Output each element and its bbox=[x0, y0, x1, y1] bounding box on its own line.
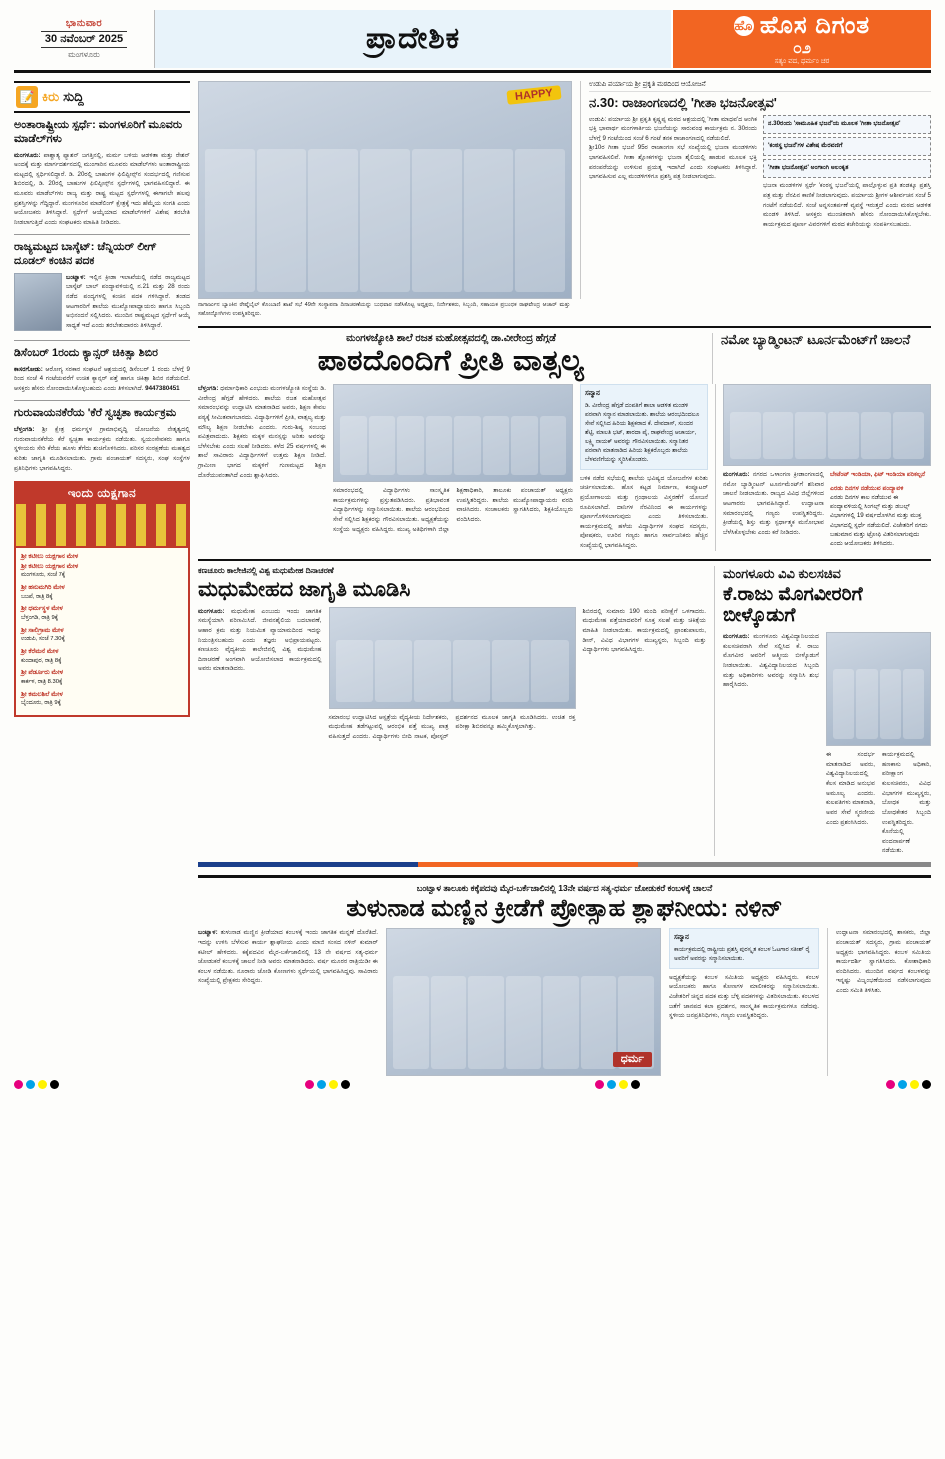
article-column bbox=[583, 607, 707, 742]
kambala-article bbox=[198, 875, 931, 1076]
sanmana-column bbox=[580, 384, 708, 550]
rail-body-text: ಇಲ್ಲಿನ ಕ್ರೀಡಾ ಇಲಾಖೆಯಲ್ಲಿ ನಡೆದ ರಾಜ್ಯಮಟ್ಟದ ಬಾಸ್ಕೆಟ್ ಬಾಲ್ ಪಂದ್ಯಾವಳಿಯಲ್ಲಿ ನ.21 ಮತ್ತು 28 ರಂದು ನಡೆದ ಪಂದ್ಯಗಳಲ್ಲಿ ಕಂಚಿನ ಪದಕ ಗಳಿಸಿದ್ದಾರೆ. ತಂಡದ ಆಟಗಾರರಿಗೆ ಶಾಲೆಯ ಮುಖ್ಯೋಪಾಧ್ಯಾಯರು ಹಾಗೂ ಸಿಬ್ಬಂದಿ ಅಭಿನಂದನೆ ಸಲ್ಲಿಸಿದರು. ಮುಂದಿನ ರಾಷ್ಟ್ರಮಟ್ಟದ ಸ್ಪರ್ಧೆಗೆ ಆಯ್ಕೆ ಸಾಧ್ಯತೆ ಇದೆ ಎಂದು ತರಬೇತುದಾರರು ತಿಳಿಸಿದ್ದಾರೆ. bbox=[66, 273, 190, 329]
person bbox=[375, 640, 412, 702]
article-column bbox=[198, 384, 326, 550]
article-column bbox=[198, 607, 322, 742]
person bbox=[336, 640, 373, 702]
overline: ಬಂಟ್ವಾಳ ತಾಲೂಕು ಕಕ್ಕೆಪದವು ಮೈರ-ಬರ್ಕೆಜಾಲಿನಲ್ಲಿ 13ನೇ ವರ್ಷದ ಸತ್ಯ-ಧರ್ಮ ಜೋಡುಕರೆ ಕಂಬಳಕ್ಕೆ ಚಾಲನೆ bbox=[416, 882, 713, 893]
person bbox=[880, 669, 901, 739]
person bbox=[511, 416, 538, 475]
masthead bbox=[14, 10, 931, 73]
brand-label: ಹೊಸ ದಿಗಂತ bbox=[759, 12, 871, 39]
article-body: ಸಮಾರಂಭದಲ್ಲಿ ವಿದ್ಯಾರ್ಥಿಗಳು ಸಾಂಸ್ಕೃತಿಕ ಕಾರ್ಯಕ್ರಮಗಳನ್ನು ಪ್ರಸ್ತುತಪಡಿಸಿದರು. ಪ್ರತಿಭಾವಂತ ವಿದ್ಯಾರ್ಥಿಗಳನ್ನು ಸನ್ಮಾನಿಸಲಾಯಿತು. ಶಾಲೆಯ ಆರಂಭದಿಂದ ಸೇವೆ ಸಲ್ಲಿಸಿದ ಶಿಕ್ಷಕರನ್ನು ಗೌರವಿಸಲಾಯಿತು. ಅಧ್ಯಕ್ಷತೆಯನ್ನು ಸಂಸ್ಥೆಯ ಅಧ್ಯಕ್ಷರು ವಹಿಸಿದ್ದರು. ಮುಖ್ಯ ಅತಿಥಿಗಳಾಗಿ ಜಿಲ್ಲಾ ಶಿಕ್ಷಣಾಧಿಕಾರಿ, ತಾಲೂಕು ಪಂಚಾಯತ್ ಅಧ್ಯಕ್ಷರು ಉಪಸ್ಥಿತರಿದ್ದರು. ಶಾಲೆಯ ಮುಖ್ಯೋಪಾಧ್ಯಾಯರು ವರದಿ ವಾಚಿಸಿದರು. ಸಂಚಾಲಕರು ಸ್ವಾಗತಿಸಿದರು, ಶಿಕ್ಷಕಿಯೊಬ್ಬರು ವಂದಿಸಿದರು. bbox=[333, 487, 573, 533]
dateline: ಮಂಗಳೂರು: bbox=[723, 633, 750, 641]
sanmana-title: ಸನ್ಮಾನ bbox=[585, 390, 600, 398]
rail-article bbox=[14, 407, 190, 473]
person bbox=[492, 640, 529, 702]
yakshagana-name: ಶ್ರೀ ಕೆರೆಮನೆ ಮೇಳ bbox=[21, 648, 59, 656]
yakshagana-name: ಶ್ರೀ ಸಾಲಿಗ್ರಾಮ ಮೇಳ bbox=[21, 626, 64, 634]
yakshagana-name: ಶ್ರೀ ಹನುಮಗಿರಿ ಮೇಳ bbox=[21, 584, 65, 592]
bullet-item bbox=[830, 470, 931, 479]
diabetes-event-photo bbox=[329, 607, 576, 709]
rail-body bbox=[14, 151, 190, 228]
article-body: ಕಾರ್ಯಕ್ರಮದಲ್ಲಿ ಹಣಕಾಸು ಅಧಿಕಾರಿ, ಪರೀಕ್ಷಾಂಗ ಕುಲಸಚಿವರು, ವಿವಿಧ ವಿಭಾಗಗಳ ಮುಖ್ಯಸ್ಥರು, ಬೋಧಕ ಮತ್ತು ಬೋಧಕೇತರ ಸಿಬ್ಬಂದಿ ಉಪಸ್ಥಿತರಿದ್ದರು. ಕೊನೆಯಲ್ಲಿ ವಂದನಾರ್ಪಣೆ ನಡೆಯಿತು. bbox=[882, 751, 931, 855]
rail-headline: ರಾಜ್ಯಮಟ್ಟದ ಬಾಸ್ಕೆಟ್: ಚೆನ್ನಿಯರ್ ಲೀಗ್ ದೂಡಲ್ ಕಂಚಿನ ಪದಕ bbox=[14, 241, 157, 268]
person bbox=[861, 412, 892, 460]
brand-name bbox=[734, 12, 870, 40]
headline: ತುಳುನಾಡ ಮಣ್ಣಿನ ಕ್ರೀಡೆಗೆ ಪ್ರೋತ್ಸಾಹ ಶ್ಲಾಘನೀಯ: ನಳಿನ್ bbox=[346, 894, 783, 922]
list-item bbox=[21, 690, 183, 708]
person bbox=[257, 149, 307, 292]
person bbox=[393, 976, 429, 1070]
contact-phone: 9447380451 bbox=[145, 384, 180, 392]
yellow-dot bbox=[910, 1080, 919, 1089]
dateline: ಕಾಸರಗೋಡು: bbox=[14, 365, 43, 373]
dateline: ಮಂಗಳೂರು: bbox=[723, 471, 750, 479]
notepad-icon: 📝 bbox=[16, 86, 38, 108]
person bbox=[828, 412, 859, 460]
overline: ಮಂಗಳಜ್ಯೋತಿ ಶಾಲೆ ರಜತ ಮಹೋತ್ಸವದಲ್ಲಿ ಡಾ.ವೀರೇಂದ್ರ ಹೆಗ್ಗಡೆ bbox=[346, 333, 556, 345]
mangalajyothi-article bbox=[198, 326, 931, 550]
divider bbox=[14, 340, 190, 341]
bullet-head: ಎರಡು ದಿನಗಳ ನಡೆಯುವ ಪಂದ್ಯಾವಳಿ bbox=[830, 484, 904, 492]
magenta-dot bbox=[886, 1080, 895, 1089]
yellow-dot bbox=[329, 1080, 338, 1089]
badminton-photo bbox=[723, 384, 931, 466]
person bbox=[795, 412, 826, 460]
yellow-dot bbox=[619, 1080, 628, 1089]
portrait-photo bbox=[14, 273, 62, 331]
rail-article bbox=[14, 119, 190, 227]
cyan-dot bbox=[26, 1080, 35, 1089]
rail-body-text: ಆರೋಗ್ಯ ಸರಕಾರ ಸಂಘಟನೆ ಆಶ್ರಯದಲ್ಲಿ ಡಿಸೆಂಬರ್ 1 ರಂದು ಬೆಳಗ್ಗೆ 9 ರಿಂದ ಸಂಜೆ 4 ಗಂಟೆಯವರೆಗೆ ಉಚಿತ ಕ್ಯಾನ್ಸರ್ ಪತ್ತೆ ಹಾಗೂ ಚಿಕಿತ್ಸಾ ಶಿಬಿರ ನಡೆಯಲಿದೆ. ಆಸಕ್ತರು ಹೆಸರು ನೋಂದಾಯಿಸಿಕೊಳ್ಳಬಹುದು ಎಂದು ತಿಳಿಸಲಾಗಿದೆ. bbox=[14, 365, 190, 392]
article-column bbox=[386, 928, 661, 1076]
divider bbox=[14, 234, 190, 235]
person bbox=[453, 640, 490, 702]
person bbox=[454, 416, 481, 475]
article-column bbox=[333, 384, 573, 550]
rail-headline: ಗುರುವಾಯನಕೆರೆಯ 'ಕೆರೆ ಸ್ವಚ್ಛತಾ ಕಾರ್ಯಕ್ರಮ bbox=[14, 407, 177, 420]
felicitation-photo bbox=[826, 632, 931, 746]
article-body: ಉಡುಪಿ: ಪರ್ಯಾಯ ಶ್ರೀ ಪ್ರಕೃತಿ ಕೃಷ್ಣಪ್ಪ ಮಠದ ಆಶ್ರಯದಲ್ಲಿ 'ಗೀತಾ ಮಾಧವ'ದ ಆಂಗಿಕ ಭಕ್ತಿ ಭಾವಾರ್ಥ ಮಂಗಳಾರ್ತಿಯ ಭಜನೆಯನ್ನು ಸಾರುವಂಥ ಕಾರ್ಯಕ್ರಮ ನ. 30ರಂದು ಬೆಳಗ್ಗೆ 9 ಗಂಟೆಯಿಂದ ಸಂಜೆ 6 ಗಂಟೆ ತನಕ ರಾಜಾಂಗಣದಲ್ಲಿ ನಡೆಯಲಿದೆ. bbox=[589, 115, 757, 142]
city-label: ಮಂಗಳೂರು bbox=[68, 50, 100, 59]
yakshagana-detail: ಉಡುಪಿ, ಸಂಜೆ 7.30ಕ್ಕೆ bbox=[21, 636, 65, 643]
person bbox=[531, 640, 568, 702]
photo-overlay-label: ಧರ್ಮ bbox=[613, 1052, 652, 1067]
list-item bbox=[21, 668, 183, 686]
list-item bbox=[21, 604, 183, 622]
yakshagana-detail: ಬೆಳ್ತಂಗಡಿ, ರಾತ್ರಿ 9ಕ್ಕೆ bbox=[21, 615, 59, 622]
article-column bbox=[198, 928, 378, 1076]
dateline: ಬಂಟ್ವಾಳ: bbox=[198, 929, 218, 937]
brand-mark-icon: ಹೊ bbox=[734, 16, 754, 36]
page-number: ೦೨ bbox=[793, 40, 811, 57]
namo-body-column bbox=[715, 384, 931, 550]
article-body: ಅಧ್ಯಕ್ಷತೆಯನ್ನು ಕಂಬಳ ಸಮಿತಿಯ ಅಧ್ಯಕ್ಷರು ವಹಿಸಿದ್ದರು. ಕಂಬಳ ಆಯೋಜಕರು ಹಾಗೂ ಕೋಣಗಳ ಮಾಲೀಕರನ್ನು ಸನ್ಮಾನಿಸಲಾಯಿತು. ವಿಜೇತರಿಗೆ ಚಿನ್ನದ ಪದಕ ಮತ್ತು ಬೆಳ್ಳಿ ಪದಕಗಳನ್ನು ವಿತರಿಸಲಾಯಿತು. ಕಂಬಳದ ಜತೆಗೆ ಜಾನಪದ ಕಲಾ ಪ್ರದರ್ಶನ, ಸಾಂಸ್ಕೃತಿಕ ಕಾರ್ಯಕ್ರಮಗಳೂ ನಡೆದವು. ಸ್ಥಳೀಯ ಜನಪ್ರತಿನಿಧಿಗಳು, ಗಣ್ಯರು ಉಪಸ್ಥಿತರಿದ್ದರು. bbox=[669, 973, 819, 1020]
rail-headline: ಅಂತಾರಾಷ್ಟ್ರೀಯ ಸ್ಪರ್ಧೆ: ಮಂಗಳೂರಿಗೆ ಮೂವರು ಮಾಡೆಲ್‌ಗಳು bbox=[14, 119, 183, 145]
person bbox=[506, 976, 542, 1070]
top-row bbox=[198, 81, 931, 299]
cmyk-group bbox=[886, 1080, 931, 1089]
bullet-text: ಎರಡು ದಿನಗಳ ಕಾಲ ನಡೆಯುವ ಈ ಪಂದ್ಯಾವಳಿಯಲ್ಲಿ ಸಿಂಗಲ್ಸ್ ಮತ್ತು ಡಬಲ್ಸ್ ವಿಭಾಗಗಳಲ್ಲಿ 19 ವರ್ಷದೊಳಗಿನ ಮತ್ತು ಮುಕ್ತ ವಿಭಾಗದಲ್ಲಿ ಸ್ಪರ್ಧೆ ನಡೆಯಲಿದೆ. ವಿಜೇತರಿಗೆ ನಗದು ಬಹುಮಾನ ಮತ್ತು ಟ್ರೋಫಿ ವಿತರಿಸಲಾಗುವುದು ಎಂದು ಆಯೋಜಕರು ತಿಳಿಸಿದರು. bbox=[830, 493, 928, 548]
kulasachiva-article bbox=[714, 566, 931, 856]
divider bbox=[14, 400, 190, 401]
yakshagana-detail: ಕಾರ್ಕಳ, ರಾತ್ರಿ 8.30ಕ್ಕೆ bbox=[21, 678, 63, 685]
diabetes-article bbox=[198, 566, 706, 856]
yakshagana-detail: ಬಜಪೆ, ರಾತ್ರಿ 8ಕ್ಕೆ bbox=[21, 593, 53, 600]
article-body: ಭಜನಾ ಮಂಡಳಿಗಳ ಸ್ಪರ್ಧೆ 'ಕಂಠಸ್ಥ ಭಜನೆ'ಯಲ್ಲಿ ಪಾಲ್ಗೊಳ್ಳುವ ಪ್ರತಿ ತಂಡಕ್ಕೂ ಪ್ರಶಸ್ತಿ ಪತ್ರ ಮತ್ತು ನೆನಪಿನ ಕಾಣಿಕೆ ನೀಡಲಾಗುವುದು. ಪರ್ಯಾಯ ಶ್ರೀಗಳ ಆಶೀರ್ವಚನ ಸಂಜೆ 5 ಗಂಟೆಗೆ ನಡೆಯಲಿದೆ. ಸಂಜೆ ಅನ್ನಸಂತರ್ಪಣೆ ವ್ಯವಸ್ಥೆ ಇರುತ್ತದೆ ಎಂದು ಮಠದ ಆಡಳಿತ ಮಂಡಳಿ ತಿಳಿಸಿದೆ. ಆಸಕ್ತರು ಮುಂಚಿತವಾಗಿ ಹೆಸರು ನೋಂದಾಯಿಸಿಕೊಳ್ಳಬೇಕು. ಕಾರ್ಯಕ್ರಮದ ಪೂರ್ಣ ವಿವರಗಳಿಗೆ ಮಠದ ಕಚೇರಿಯನ್ನು ಸಂಪರ್ಕಿಸಬಹುದು. bbox=[763, 182, 931, 228]
brand-block bbox=[671, 10, 931, 68]
cmyk-group bbox=[305, 1080, 350, 1089]
article-body: ತುಳುನಾಡ ಮಣ್ಣಿನ ಕ್ರೀಡೆಯಾದ ಕಂಬಳಕ್ಕೆ ಇಂದು ಜಾಗತಿಕ ಮನ್ನಣೆ ದೊರೆತಿದೆ. ಇದನ್ನು ಉಳಿಸಿ ಬೆಳೆಸುವ ಕಾರ್ಯ ಶ್ಲಾಘನೀಯ ಎಂದು ಮಾಜಿ ಸಂಸದ ನಳಿನ್ ಕುಮಾರ್ ಕಟೀಲ್ ಹೇಳಿದರು. ಕಕ್ಕೆಪದವಿನ ಮೈರ-ಬರ್ಕೆಜಾಲಿನಲ್ಲಿ 13 ನೇ ವರ್ಷದ ಸತ್ಯ-ಧರ್ಮ ಜೋಡುಕರೆ ಕಂಬಳಕ್ಕೆ ಚಾಲನೆ ನೀಡಿ ಅವರು ಮಾತನಾಡಿದರು. ವರ್ಷ ಮೂರರ ರಾತ್ರಿಯಿಡೀ ಈ ಕಂಬಳ ನಡೆಯಿತು. ನೂರಾರು ಜೋಡಿ ಕೋಣಗಳು ಸ್ಪರ್ಧೆಯಲ್ಲಿ ಭಾಗವಹಿಸಿದ್ದವು. ಸಾವಿರಾರು ಸಂಖ್ಯೆಯಲ್ಲಿ ಪ್ರೇಕ್ಷಕರು ಸೇರಿದ್ದರು. bbox=[198, 929, 378, 985]
group-photo bbox=[198, 81, 572, 299]
bullet-head: ಬೇಟೆಂಟ್ ಇಂಡಿಯಾ, ಫಿಟ್ ಇಂಡಿಯಾ ಪರಿಕಲ್ಪನೆ bbox=[830, 471, 926, 479]
person bbox=[369, 416, 396, 475]
person bbox=[763, 412, 794, 460]
person bbox=[412, 149, 462, 292]
black-dot bbox=[341, 1080, 350, 1089]
callout-box bbox=[763, 137, 931, 156]
callout-box bbox=[763, 115, 931, 134]
dateline: ಮಂಗಳೂರು: bbox=[14, 151, 41, 159]
yakshagana-detail: ಮಂಗಳೂರು, ಸಂಜೆ 7ಕ್ಕೆ bbox=[21, 572, 66, 579]
yakshagana-name: ಶ್ರೀ ಕಮಲಶಿಲೆ ಮೇಳ bbox=[21, 690, 63, 698]
person bbox=[414, 640, 451, 702]
kirusuddi-label-1: ಕಿರು bbox=[42, 89, 60, 104]
headline: ನ.30: ರಾಜಾಂಗಣದಲ್ಲಿ 'ಗೀತಾ ಭಜನೋತ್ಸವ' bbox=[589, 95, 777, 110]
yakshagana-name: ಶ್ರೀ ಧರ್ಮಸ್ಥಳ ಮೇಳ bbox=[21, 605, 63, 613]
day-label: ಭಾನುವಾರ bbox=[65, 18, 103, 29]
person bbox=[426, 416, 453, 475]
namo-badminton-article bbox=[712, 333, 931, 384]
headline: ಪಾಠದೊಂದಿಗೆ ಪ್ರೀತಿ ವಾತ್ಸಲ್ಯ bbox=[317, 345, 585, 378]
date-label: 30 ನವೆಂಬರ್ 2025 bbox=[41, 31, 127, 48]
photo-subjects bbox=[199, 82, 571, 298]
person bbox=[893, 412, 924, 460]
person bbox=[464, 149, 514, 292]
rail-body bbox=[14, 365, 190, 394]
person bbox=[540, 416, 567, 475]
dateline: ಬೆಳ್ತಂಗಡಿ: bbox=[198, 385, 219, 393]
person bbox=[856, 669, 877, 739]
sanmana-box bbox=[669, 928, 819, 969]
cmyk-group bbox=[595, 1080, 640, 1089]
person bbox=[308, 149, 358, 292]
magenta-dot bbox=[305, 1080, 314, 1089]
black-dot bbox=[922, 1080, 931, 1089]
left-rail bbox=[14, 81, 190, 1076]
masthead-date-block bbox=[14, 10, 155, 68]
main-content bbox=[198, 81, 931, 1076]
yakshagana-detail: ಬೈಂದೂರು, ರಾತ್ರಿ 9ಕ್ಕೆ bbox=[21, 700, 61, 707]
callout-title: 'ಕಂಠಸ್ಥ ಭಜನೆ'ಗಳ ವಿಶೇಷ ಮೆರವಣಿಗೆ bbox=[768, 141, 843, 149]
headline: ಕೆ.ರಾಜು ಮೊಗವೀರರಿಗೆ ಬೀಳ್ಕೊಡುಗೆ bbox=[723, 583, 863, 627]
person bbox=[205, 149, 255, 292]
person bbox=[730, 412, 761, 460]
headline: ನಮೋ ಬ್ಯಾಡ್ಮಿಂಟನ್ ಟೂರ್ನಮೆಂಟ್‌ಗೆ ಚಾಲನೆ bbox=[721, 332, 911, 348]
diabetes-row bbox=[198, 559, 931, 856]
callout-title: ನ.30ರಂದು 'ಸಾಮೂಹಿಕ ಭಜನೆ'ಯ ಮೂಲಕ 'ಗೀತಾ ಭಜನೋತ್ಸವ' bbox=[768, 119, 901, 127]
event-photo bbox=[333, 384, 573, 482]
headline: ಮಧುಮೇಹದ ಜಾಗೃತಿ ಮೂಡಿಸಿ bbox=[198, 577, 411, 601]
list-item bbox=[21, 583, 183, 601]
article-body: ಧರ್ಮಾಧಿಕಾರಿ ಎಂಭುದು ಮಂಗಳಜ್ಯೋತಿ ಸಂಸ್ಥೆಯ ಡಿ. ವೀರೇಂದ್ರ ಹೆಗ್ಗಡೆ ಹೇಳಿದರು. ಶಾಲೆಯ ರಜತ ಮಹೋತ್ಸವ ಸಮಾರಂಭವನ್ನು ಉದ್ಘಾಟಿಸಿ ಮಾತನಾಡಿದ ಅವರು, ಶಿಕ್ಷಣ ಕೇವಲ ಪಠ್ಯಕ್ಕೆ ಸೀಮಿತವಾಗಬಾರದು. ವಿದ್ಯಾರ್ಥಿಗಳಿಗೆ ಪ್ರೀತಿ, ವಾತ್ಸಲ್ಯ ಮತ್ತು ಮೌಲ್ಯ ಶಿಕ್ಷಣ ನೀಡಬೇಕು ಎಂದರು. ಗುರು-ಶಿಷ್ಯ ಸಂಬಂಧ ಪವಿತ್ರವಾದುದು. ಶಿಕ್ಷಕರು ಮಕ್ಕಳ ಮನಸ್ಸನ್ನು ಅರಿತು ಅವರನ್ನು ಬೆಳೆಸಬೇಕು ಎಂದು ಸಲಹೆ ನೀಡಿದರು. ಕಳೆದ 25 ವರ್ಷಗಳಲ್ಲಿ ಈ ಶಾಲೆ ಸಾವಿರಾರು ವಿದ್ಯಾರ್ಥಿಗಳಿಗೆ ಉತ್ತಮ ಶಿಕ್ಷಣ ನೀಡಿದೆ. ಗ್ರಾಮೀಣ ಭಾಗದ ಮಕ್ಕಳಿಗೆ ಗುಣಮಟ್ಟದ ಶಿಕ್ಷಣ ದೊರೆಯುವಂತಾಗಿದೆ ಎಂದು ಶ್ಲಾಘಿಸಿದರು. bbox=[198, 385, 326, 479]
page-title: ಪ್ರಾದೇಶಿಕ bbox=[365, 22, 461, 55]
photo-caption: ನಾಗಾರ್ಜುನ ಬ್ಯಾಂಕಿನ ರೇಷ್ಮೆಬೈಲ್ ಕೊಂಬಾಣಿ ಶಾಖೆ ಸಭೆ 49ನೇ ಸಂಸ್ಥಾಪನಾ ದಿನಾಚರಣೆಯನ್ನು ಬುಧವಾರ ನಡೆಸಿಕೊಟ್ಟ ಅಧ್ಯಕ್ಷರು, ನಿರ್ದೇಶಕರು, ಸಿಬ್ಬಂದಿ, ಸಹಾಯಕ ಪ್ರಬಂಧಕ ರಾಘವೇಂದ್ರ ಆಚಾರ್ ಮತ್ತು ಸಹೋದ್ಯೋಗಿಗಳು ಉಪಸ್ಥಿತರಿದ್ದರು. bbox=[198, 302, 570, 317]
article-body: ಸಮಾರಂಭ ಉದ್ಘಾಟಿಸಿದ ಆಸ್ಪತ್ರೆಯ ವೈದ್ಯಕೀಯ ನಿರ್ದೇಶಕರು, ಮಧುಮೇಹ ತಡೆಗಟ್ಟುವಲ್ಲಿ ಆರಂಭಿಕ ಪತ್ತೆ ಮುಖ್ಯ ಪಾತ್ರ ವಹಿಸುತ್ತದೆ ಎಂದರು. ವಿದ್ಯಾರ್ಥಿಗಳು ಬೀದಿ ನಾಟಕ, ಪೋಸ್ಟರ್ ಪ್ರದರ್ಶನದ ಮೂಲಕ ಜಾಗೃತಿ ಮೂಡಿಸಿದರು. ಉಚಿತ ರಕ್ತ ಪರೀಕ್ಷಾ ಶಿಬಿರವನ್ನೂ ಹಮ್ಮಿಕೊಳ್ಳಲಾಗಿತ್ತು. bbox=[328, 713, 576, 740]
sanmana-column bbox=[669, 928, 819, 1076]
kirusuddi-label-2: ಸುದ್ದಿ bbox=[63, 89, 84, 104]
footer-registration-marks bbox=[14, 1080, 931, 1089]
callout-box bbox=[763, 159, 931, 178]
person bbox=[431, 976, 467, 1070]
list-item bbox=[21, 626, 183, 644]
kambala-photo bbox=[386, 928, 661, 1076]
list-item bbox=[21, 647, 183, 665]
bullet-item bbox=[830, 484, 931, 549]
overline: ಉಡುಪಿ ಪರ್ಯಾಯ ಶ್ರೀ ಪ್ರಕೃತಿ ಮಠದಿಂದ ಆಯೋಜನೆ bbox=[589, 81, 931, 92]
rail-body-text: ಶ್ರೀ ಕ್ಷೇತ್ರ ಧರ್ಮಸ್ಥಳ ಗ್ರಾಮಾಭಿವೃದ್ಧಿ ಯೋಜನೆಯ ನೇತೃತ್ವದಲ್ಲಿ ಗುರುವಾಯನಕೆರೆಯ ಕೆರೆ ಸ್ವಚ್ಛತಾ ಕಾರ್ಯಕ್ರಮ ನಡೆಯಿತು. ಸ್ವಯಂಸೇವಕರು ಹಾಗೂ ಸ್ಥಳೀಯರು ಸೇರಿ ಕೆರೆಯ ಹೂಳು ತೆಗೆದು ಶುಚಿಗೊಳಿಸಿದರು. ಪರಿಸರ ಸಂರಕ್ಷಣೆಯ ಮಹತ್ವದ ಕುರಿತು ಜಾಗೃತಿ ಮೂಡಿಸಲಾಯಿತು. ಗ್ರಾಮ ಪಂಚಾಯತ್ ಸದಸ್ಯರು, ಸಂಘ ಸಂಸ್ಥೆಗಳ ಪ್ರತಿನಿಧಿಗಳು ಭಾಗವಹಿಸಿದ್ದರು. bbox=[14, 426, 190, 472]
sanmana-text: ಕಾರ್ಯಕ್ರಮದಲ್ಲಿ ರಾಷ್ಟ್ರೀಯ ಪ್ರಶಸ್ತಿ ಪುರಸ್ಕೃತ ಕಂಬಳ ಓಟಗಾರ ಸತೀಶ್ ರೈ ಅವರಿಗೆ ಅವರನ್ನು ಸನ್ಮಾನಿಸಲಾಯಿತು. bbox=[674, 946, 810, 962]
article-body: ಈ ಸಂದರ್ಭ ಮಾತನಾಡಿದ ಅವರು, ವಿಶ್ವವಿದ್ಯಾನಿಲಯದಲ್ಲಿ ಕೆಲಸ ಮಾಡಿದ ಅನುಭವ ಅಮೂಲ್ಯ ಎಂದರು. ಕುಲಪತಿಗಳು ಮಾತನಾಡಿ, ಅವರ ಸೇವೆ ಸ್ಮರಣೀಯ ಎಂದು ಪ್ರಶಂಸಿಸಿದರು. bbox=[826, 751, 875, 826]
sanmana-box bbox=[580, 384, 708, 470]
black-dot bbox=[631, 1080, 640, 1089]
article-column bbox=[827, 928, 931, 1076]
person bbox=[483, 416, 510, 475]
person bbox=[543, 976, 579, 1070]
cyan-dot bbox=[607, 1080, 616, 1089]
yakshagana-title: ಇಂದು ಯಕ್ಷಗಾನ bbox=[16, 483, 188, 504]
color-rule bbox=[198, 862, 931, 867]
person bbox=[397, 416, 424, 475]
yakshagana-name: ಶ್ರೀ ಕಟೀಲು ಯಕ್ಷಗಾನ ಮೇಳ bbox=[21, 562, 79, 570]
photo-banner: HAPPY bbox=[507, 85, 562, 105]
rail-body bbox=[14, 425, 190, 473]
brand-tagline: ಸತ್ಯಂ ವದ, ಧರ್ಮಂ ಚರ bbox=[774, 58, 830, 65]
section-title-block bbox=[155, 10, 671, 68]
yakshagana-list bbox=[16, 548, 188, 715]
dateline: ಮಂಗಳೂರು: bbox=[198, 607, 225, 615]
sanmana-title: ಸನ್ಮಾನ bbox=[674, 934, 689, 942]
rail-body-text: ಪಾಶ್ಚಾತ್ಯ ಫ್ಯಾಶನ್ ಜಗತ್ತಿನಲ್ಲಿ, ಮರ್ಮ ಬಳಿಯ ಆಡಳಿತಾ ಮತ್ತು ರೇಶನ್ ಅಂದಕ್ಕೆ ಮತ್ತು ಮಾರ್ಗದರ್ಶನದಲ್ಲಿ ಮುಂಗಾರಿನ ಮೂವರು ಮಾಡೆಲ್‌ಗಳು ಅಂತಾರಾಷ್ಟ್ರೀಯ ಮಟ್ಟದಲ್ಲಿ ಸ್ಪರ್ಧಿಸಲಿದ್ದಾರೆ. ಡಿ. 20ರಲ್ಲಿ ಬಾಹುಗಳ ಫಿಲಿಪ್ಪೀನ್ಸ್‌ನ ಸಂದರ್ಭದಲ್ಲಿ ಗಣಿಸುವ ಶಿಬಿರದಲ್ಲಿ, ಡಿ. 20ರಲ್ಲಿ ಬಾಹುಗಳ ಫಿಲಿಪ್ಪೀನ್ಸ್‌ನ ಸ್ಪರ್ಧೆಗಳಲ್ಲಿ ಭಾಗವಹಿಸಲಿದ್ದಾರೆ. ಈ ಮೂವರು ಮಾಡೆಲ್‌ಗಳು ರಾಜ್ಯ ಮತ್ತು ರಾಷ್ಟ್ರ ಮಟ್ಟದ ಸ್ಪರ್ಧೆಗಳಲ್ಲಿ ಈಗಾಗಲೇ ಹಲವು ಪ್ರಶಸ್ತಿಗಳನ್ನು ಗೆದ್ದಿದ್ದಾರೆ. ಮಂಗಳೂರಿನ ಮಾಡೆಲಿಂಗ್ ಕ್ಷೇತ್ರಕ್ಕೆ ಇದು ಹೆಮ್ಮೆಯ ಸಂಗತಿ ಎಂದು ಆಯೋಜಕರು ತಿಳಿಸಿದ್ದಾರೆ. ಸ್ಪರ್ಧೆಗೆ ಆಯ್ಕೆಯಾದ ಮಾಡೆಲ್‌ಗಳಿಗೆ ವಿಶೇಷ ತರಬೇತಿ ನೀಡಲಾಗುತ್ತಿದೆ ಎಂದು ಸಂಘಟಕರು ಮಾಹಿತಿ ನೀಡಿದರು. bbox=[14, 151, 190, 226]
magenta-dot bbox=[595, 1080, 604, 1089]
yellow-dot bbox=[38, 1080, 47, 1089]
rail-headline: ಡಿಸೆಂಬರ್ 1ರಂದು ಕ್ಯಾನ್ಸರ್ ಚಿಕಿತ್ಸಾ ಶಿಬಿರ bbox=[14, 346, 159, 359]
rail-article bbox=[14, 241, 190, 333]
rail-article bbox=[14, 347, 190, 394]
article-body: ಮಧುಮೇಹ ಎಂಬುದು ಇಂದು ಜಾಗತಿಕ ಸಮಸ್ಯೆಯಾಗಿ ಪರಿಣಮಿಸಿದೆ. ಜೀವನಶೈಲಿಯ ಬದಲಾವಣೆ, ಆಹಾರ ಕ್ರಮ ಮತ್ತು ನಿಯಮಿತ ವ್ಯಾಯಾಮದಿಂದ ಇದನ್ನು ನಿಯಂತ್ರಿಸಬಹುದು ಎಂದು ತಜ್ಞರು ಅಭಿಪ್ರಾಯಪಟ್ಟರು. ಕಣಚೂರು ವೈದ್ಯಕೀಯ ಕಾಲೇಜಿನಲ್ಲಿ ವಿಶ್ವ ಮಧುಮೇಹ ದಿನಾಚರಣೆ ಅಂಗವಾಗಿ ಆಯೋಜಿಸಲಾದ ಕಾರ್ಯಕ್ರಮದಲ್ಲಿ ಅವರು ಮಾತನಾಡಿದರು. bbox=[198, 607, 322, 673]
person bbox=[340, 416, 367, 475]
person bbox=[903, 669, 924, 739]
overline: ಕಣಚೂರು ಕಾಲೇಜಿನಲ್ಲಿ ವಿಶ್ವ ಮಧುಮೇಹ ದಿನಾಚರಣೆ bbox=[198, 565, 334, 575]
yakshagana-name: ಶ್ರೀ ಪೆರ್ಡೂರು ಮೇಳ bbox=[21, 669, 64, 677]
yakshagana-decorative-banner bbox=[16, 504, 188, 548]
person bbox=[468, 976, 504, 1070]
article-body: ನಗರದ ಒಳಾಂಗಣ ಕ್ರೀಡಾಂಗಣದಲ್ಲಿ ನಮೋ ಬ್ಯಾಡ್ಮಿಂಟನ್ ಟೂರ್ನಮೆಂಟ್‌ಗೆ ಶನಿವಾರ ಚಾಲನೆ ನೀಡಲಾಯಿತು. ರಾಜ್ಯದ ವಿವಿಧ ಜಿಲ್ಲೆಗಳಿಂದ ಆಟಗಾರರು ಭಾಗವಹಿಸಿದ್ದಾರೆ. ಉದ್ಘಾಟನಾ ಸಮಾರಂಭದಲ್ಲಿ ಗಣ್ಯರು ಉಪಸ್ಥಿತರಿದ್ದರು. ಕ್ರೀಡೆಯಲ್ಲಿ ಶಿಸ್ತು ಮತ್ತು ಸ್ಪರ್ಧಾತ್ಮಕ ಮನೋಭಾವ ಬೆಳೆಸಿಕೊಳ್ಳಬೇಕು ಎಂದು ಕರೆ ನೀಡಿದರು. bbox=[723, 471, 824, 536]
cyan-dot bbox=[898, 1080, 907, 1089]
article-column bbox=[329, 607, 576, 742]
article-body: ಉದ್ಘಾಟನಾ ಸಮಾರಂಭದಲ್ಲಿ ಶಾಸಕರು, ಜಿಲ್ಲಾ ಪಂಚಾಯತ್ ಸದಸ್ಯರು, ಗ್ರಾಮ ಪಂಚಾಯತ್ ಅಧ್ಯಕ್ಷರು ಭಾಗವಹಿಸಿದ್ದರು. ಕಂಬಳ ಸಮಿತಿಯ ಕಾರ್ಯದರ್ಶಿ ಸ್ವಾಗತಿಸಿದರು. ಕೋಶಾಧಿಕಾರಿ ವಂದಿಸಿದರು. ಮುಂದಿನ ವರ್ಷದ ಕಂಬಳವನ್ನು ಇನ್ನಷ್ಟು ವಿಜೃಂಭಣೆಯಿಂದ ನಡೆಸಲಾಗುವುದು ಎಂದು ಸಮಿತಿ ತಿಳಿಸಿತು. bbox=[836, 929, 931, 995]
kirusuddi-header bbox=[14, 81, 190, 113]
udupi-article bbox=[580, 81, 931, 299]
dateline: ಬೆಳ್ತಂಗಡಿ: bbox=[14, 426, 35, 434]
person bbox=[833, 669, 854, 739]
cyan-dot bbox=[317, 1080, 326, 1089]
article-body: ಮಂಗಳೂರು ವಿಶ್ವವಿದ್ಯಾನಿಲಯದ ಕುಲಸಚಿವರಾಗಿ ಸೇವೆ ಸಲ್ಲಿಸಿದ ಕೆ. ರಾಜು ಮೊಗವೀರ ಅವರಿಗೆ ಆತ್ಮೀಯ ಬೀಳ್ಕೊಡುಗೆ ನೀಡಲಾಯಿತು. ವಿಶ್ವವಿದ್ಯಾನಿಲಯದ ಸಿಬ್ಬಂದಿ ಮತ್ತು ಅಧಿಕಾರಿಗಳು ಅವರನ್ನು ಸನ್ಮಾನಿಸಿ ಶುಭ ಹಾರೈಸಿದರು. bbox=[723, 633, 819, 689]
article-body: ಬಳಿಕ ನಡೆದ ಸಭೆಯಲ್ಲಿ ಶಾಲೆಯ ಭವಿಷ್ಯದ ಯೋಜನೆಗಳ ಕುರಿತು ಚರ್ಚಿಸಲಾಯಿತು. ಹೊಸ ಕಟ್ಟಡ ನಿರ್ಮಾಣ, ಕಂಪ್ಯೂಟರ್ ಪ್ರಯೋಗಾಲಯ ಮತ್ತು ಗ್ರಂಥಾಲಯ ವಿಸ್ತರಣೆಗೆ ಯೋಜನೆ ರೂಪಿಸಲಾಗಿದೆ. ದಾನಿಗಳ ನೆರವಿನಿಂದ ಈ ಕಾರ್ಯಗಳನ್ನು ಪೂರ್ಣಗೊಳಿಸಲಾಗುವುದು ಎಂದು ತಿಳಿಸಲಾಯಿತು. ಕಾರ್ಯಕ್ರಮದಲ್ಲಿ ಹಳೆಯ ವಿದ್ಯಾರ್ಥಿಗಳ ಸಂಘದ ಸದಸ್ಯರು, ಪೋಷಕರು, ಊರಿನ ಗಣ್ಯರು ಹಾಗೂ ಸಾರ್ವಜನಿಕರು ಹೆಚ್ಚಿನ ಸಂಖ್ಯೆಯಲ್ಲಿ ಭಾಗವಹಿಸಿದ್ದರು. bbox=[580, 474, 708, 549]
yakshagana-subtitle: ಶ್ರೀ ಕಟೀಲು ಯಕ್ಷಗಾನ ಮೇಳ bbox=[21, 553, 79, 561]
yakshagana-box bbox=[14, 481, 190, 717]
magenta-dot bbox=[14, 1080, 23, 1089]
person bbox=[581, 976, 617, 1070]
yakshagana-detail: ಕುಂದಾಪುರ, ರಾತ್ರಿ 8ಕ್ಕೆ bbox=[21, 657, 62, 664]
article-body: ಶ್ರೀ10ರ ಗೀತಾ ಭಜನೆ 95ರ ರಾಜಾಂಗಣ ಸಭೆ ಸಂಖ್ಯೆಯಲ್ಲಿ ಭಜನಾ ಮಂಡಳಿಗಳು ಭಾಗವಹಿಸಲಿವೆ. ಗೀತಾ ಶ್ಲೋಕಗಳನ್ನು ಭಜನಾ ಶೈಲಿಯಲ್ಲಿ ಹಾಡುವ ಮೂಲಕ ಭಕ್ತಿ ಪರಂಪರೆಯನ್ನು ಉಳಿಸುವ ಪ್ರಯತ್ನ ಇದಾಗಿದೆ ಎಂದು ಸಂಘಟಕರು ತಿಳಿಸಿದ್ದಾರೆ. ಭಾಗವಹಿಸುವ ಎಲ್ಲ ಮಂಡಳಿಗಳಿಗೂ ಪ್ರಶಸ್ತಿ ಪತ್ರ ನೀಡಲಾಗುವುದು. bbox=[589, 144, 757, 181]
cmyk-group bbox=[14, 1080, 59, 1089]
rail-body bbox=[14, 273, 190, 331]
overline: ಮಂಗಳೂರು ವಿವಿ ಕುಲಸಚಿವ bbox=[723, 565, 841, 581]
person bbox=[515, 149, 565, 292]
person bbox=[360, 149, 410, 292]
list-item bbox=[21, 562, 183, 580]
dateline: ಬಂಟ್ವಾಳ: bbox=[66, 273, 86, 281]
sanmana-text: ಡಿ. ವೀರೇಂದ್ರ ಹೆಗ್ಗಡೆ ದಂಪತಿಗೆ ಶಾಲಾ ಆಡಳಿತ ಮಂಡಳಿ ಪರವಾಗಿ ಸನ್ಮಾನ ಮಾಡಲಾಯಿತು. ಶಾಲೆಯ ಆರಂಭದಿಂದಲೂ ಸೇವೆ ಸಲ್ಲಿಸಿದ ಹಿರಿಯ ಶಿಕ್ಷಕರಾದ ಕೆ. ದೇವದಾಸ್, ಸುಂದರ ಶೆಟ್ಟಿ, ಮಾಲತಿ ಭಟ್, ಶಾರದಾ ಪೈ, ರಾಘವೇಂದ್ರ ಆಚಾರ್ಯ, ಲಕ್ಷ್ಮಿ ನಾಯಕ್ ಅವರನ್ನು ಗೌರವಿಸಲಾಯಿತು. ಸನ್ಮಾನಿತರ ಪರವಾಗಿ ಮಾತನಾಡಿದ ಹಿರಿಯ ಶಿಕ್ಷಕರೊಬ್ಬರು ಶಾಲೆಯ ಬೆಳವಣಿಗೆಯನ್ನು ಸ್ಮರಿಸಿಕೊಂಡರು. bbox=[585, 402, 700, 463]
article-body: ಶಿಬಿರದಲ್ಲಿ ಸುಮಾರು 190 ಮಂದಿ ಪರೀಕ್ಷೆಗೆ ಒಳಗಾದರು. ಮಧುಮೇಹ ಪತ್ತೆಯಾದವರಿಗೆ ಸೂಕ್ತ ಸಲಹೆ ಮತ್ತು ಚಿಕಿತ್ಸೆಯ ಮಾಹಿತಿ ನೀಡಲಾಯಿತು. ಕಾರ್ಯಕ್ರಮದಲ್ಲಿ ಪ್ರಾಂಶುಪಾಲರು, ಡೀನ್, ವಿವಿಧ ವಿಭಾಗಗಳ ಮುಖ್ಯಸ್ಥರು, ಸಿಬ್ಬಂದಿ ಮತ್ತು ವಿದ್ಯಾರ್ಥಿಗಳು ಭಾಗವಹಿಸಿದ್ದರು. bbox=[582, 607, 706, 654]
callout-title: 'ಗೀತಾ ಭಜನೋತ್ಸವ' ಅಂಗಾಂಗಿ ಅಲಂಕೃತ bbox=[768, 164, 849, 172]
black-dot bbox=[50, 1080, 59, 1089]
